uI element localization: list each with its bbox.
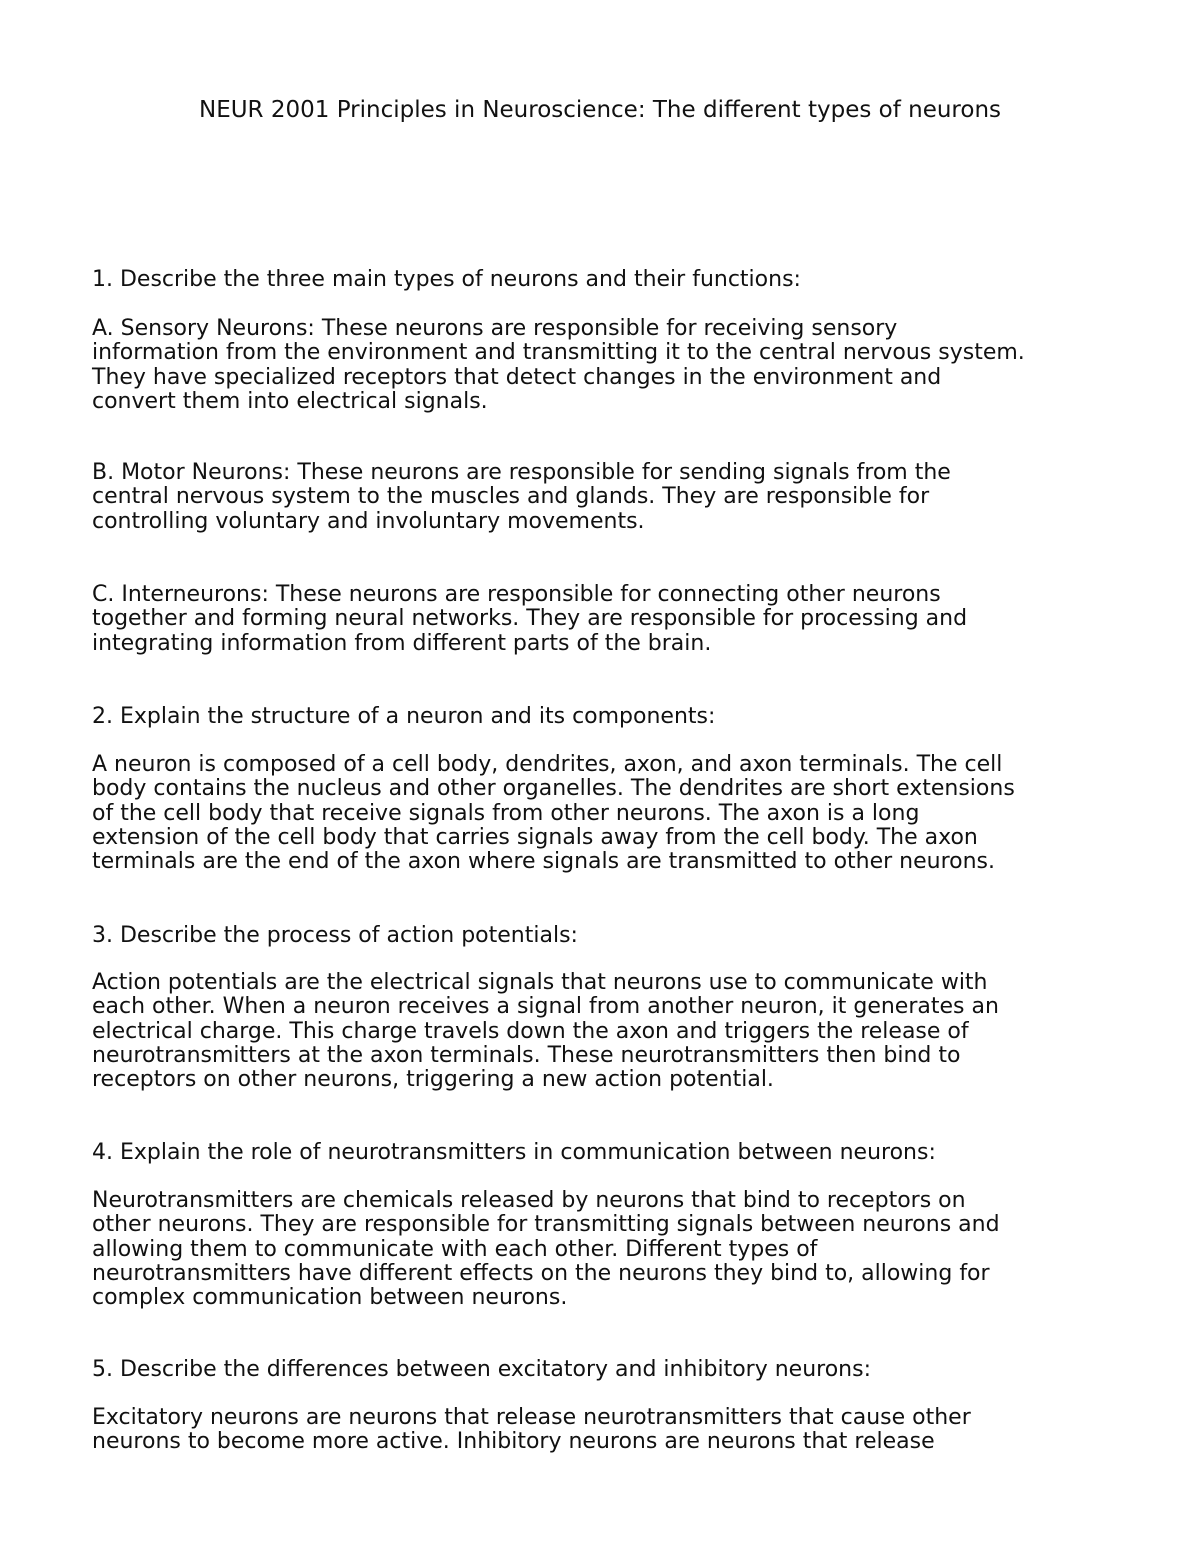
sensory-neurons-paragraph: [92, 317, 1132, 414]
paragraph-line: electrical charge. This charge travels down the axon and triggers the release of: [92, 1018, 969, 1044]
paragraph-line: controlling voluntary and involuntary movements.: [92, 508, 645, 534]
question-heading-line: 4. Explain the role of neurotransmitters in communication between neurons:: [92, 1140, 936, 1165]
paragraph-line: neurons to become more active. Inhibitory neurons are neurons that release: [92, 1429, 935, 1455]
question-heading-line: 1. Describe the three main types of neurons and their functions:: [92, 267, 801, 292]
paragraph-line: of the cell body that receive signals from other neurons. The axon is a long: [92, 800, 920, 826]
question-4-heading: [92, 1141, 1132, 1165]
paragraph-line: neurotransmitters at the axon terminals. These neurotransmitters then bind to: [92, 1042, 961, 1068]
document-title: NEUR 2001 Principles in Neuroscience: The different types of neurons: [198, 97, 1002, 123]
paragraph-line: integrating information from different parts of the brain.: [92, 630, 712, 656]
question-1-heading: [92, 268, 1132, 292]
interneurons-paragraph: [92, 583, 1132, 656]
paragraph-line: central nervous system to the muscles and glands. They are responsible for: [92, 484, 930, 510]
question-3-answer: [92, 971, 1132, 1092]
paragraph-line: C. Interneurons: These neurons are responsible for connecting other neurons: [92, 582, 941, 607]
paragraph-line: terminals are the end of the axon where signals are transmitted to other neurons.: [92, 849, 996, 875]
paragraph-line: complex communication between neurons.: [92, 1285, 568, 1311]
question-2-answer: [92, 753, 1132, 874]
question-2-heading: [92, 705, 1132, 729]
paragraph-line: neurotransmitters have different effects on the neurons they bind to, allowing for: [92, 1260, 990, 1286]
paragraph-line: other neurons. They are responsible for transmitting signals between neurons and: [92, 1212, 1000, 1238]
paragraph-line: Neurotransmitters are chemicals released by neurons that bind to receptors on: [92, 1188, 966, 1213]
motor-neurons-paragraph: [92, 461, 1132, 534]
question-heading-line: 5. Describe the differences between excitatory and inhibitory neurons:: [92, 1357, 872, 1382]
paragraph-line: allowing them to communicate with each other. Different types of: [92, 1236, 818, 1262]
paragraph-line: each other. When a neuron receives a signal from another neuron, it generates an: [92, 994, 999, 1020]
paragraph-line: information from the environment and transmitting it to the central nervous system.: [92, 340, 1025, 366]
paragraph-line: together and forming neural networks. They are responsible for processing and: [92, 606, 968, 632]
paragraph-line: B. Motor Neurons: These neurons are responsible for sending signals from the: [92, 460, 951, 485]
paragraph-line: Action potentials are the electrical signals that neurons use to communicate with: [92, 970, 988, 995]
question-4-answer: [92, 1189, 1132, 1310]
paragraph-line: They have specialized receptors that detect changes in the environment and: [92, 364, 942, 390]
paragraph-line: extension of the cell body that carries signals away from the cell body. The axon: [92, 824, 978, 850]
question-heading-line: 2. Explain the structure of a neuron and its components:: [92, 704, 716, 729]
paragraph-line: A. Sensory Neurons: These neurons are responsible for receiving sensory: [92, 316, 898, 341]
question-5-answer: [92, 1406, 1132, 1455]
paragraph-line: body contains the nucleus and other organelles. The dendrites are short extensions: [92, 776, 1015, 802]
question-5-heading: [92, 1358, 1132, 1382]
question-3-heading: [92, 924, 1132, 948]
paragraph-line: Excitatory neurons are neurons that release neurotransmitters that cause other: [92, 1405, 971, 1430]
paragraph-line: A neuron is composed of a cell body, dendrites, axon, and axon terminals. The cell: [92, 752, 1003, 777]
paragraph-line: receptors on other neurons, triggering a new action potential.: [92, 1067, 774, 1093]
question-heading-line: 3. Describe the process of action potentials:: [92, 923, 578, 948]
paragraph-line: convert them into electrical signals.: [92, 388, 488, 414]
